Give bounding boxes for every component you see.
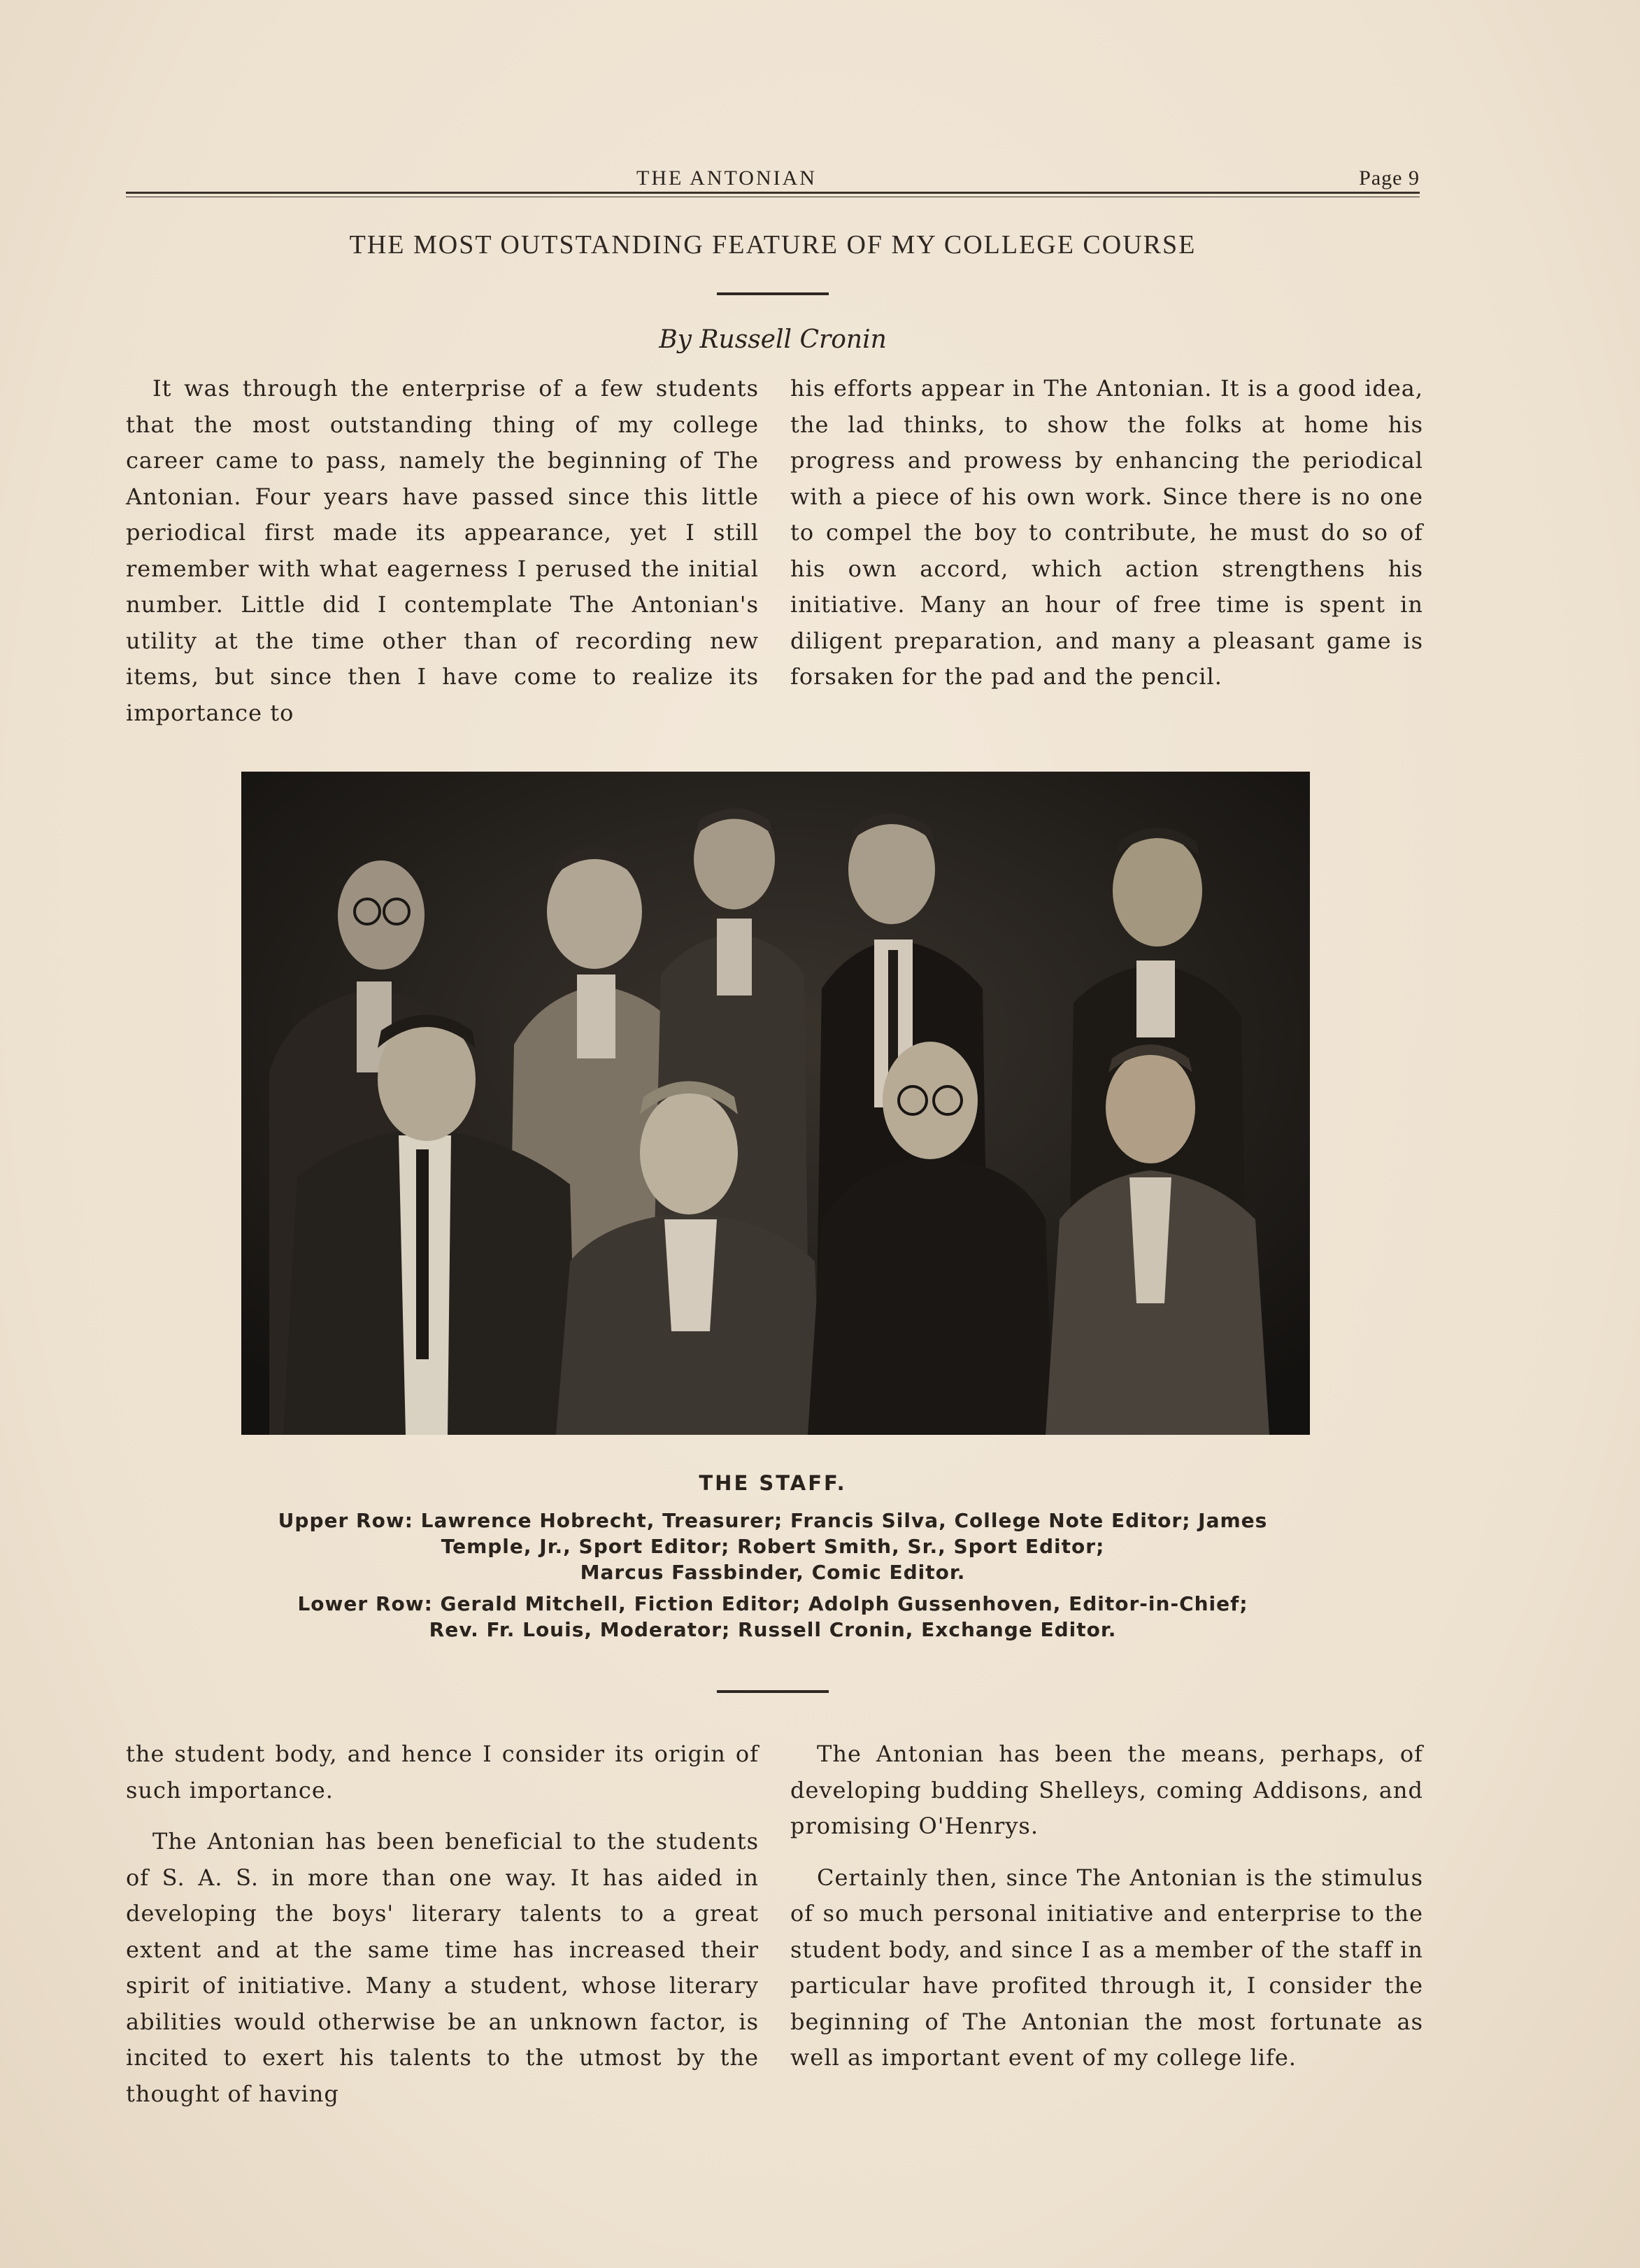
page-number: Page 9 xyxy=(1359,166,1420,190)
caption-lower-row-2: Rev. Fr. Louis, Moderator; Russell Cronin, Exchange Editor. xyxy=(429,1618,1117,1641)
section-divider xyxy=(717,1690,829,1693)
staff-group-photo xyxy=(241,772,1310,1435)
paragraph: Certainly then, since The Antonian is the stimulus of so much personal initiative and enterprise to the student body, and since I as a member of the staff in particular have profited through it, I consider the beginning of The Antonian the most fortunate as well as important event of my college life. xyxy=(790,1864,1423,2071)
caption-title: THE STAFF. xyxy=(699,1471,847,1495)
title-divider xyxy=(717,292,829,295)
group-portrait-illustration xyxy=(241,772,1310,1435)
top-left-column xyxy=(126,371,759,731)
paragraph: The Antonian has been the means, perhaps, of developing budding Shelleys, coming Addisons, and promising O'Henrys. xyxy=(790,1741,1423,1839)
top-right-column xyxy=(790,371,1423,695)
bottom-left-column xyxy=(126,1736,759,2112)
paragraph: the student body, and hence I consider its origin of such importance. xyxy=(126,1741,759,1803)
caption-upper-row-3: Marcus Fassbinder, Comic Editor. xyxy=(580,1561,966,1584)
caption-upper-row-1: Upper Row: Lawrence Hobrecht, Treasurer; Francis Silva, College Note Editor; James xyxy=(278,1509,1268,1532)
paragraph: It was through the enterprise of a few students that the most outstanding thing of my college career came to pass, namely the beginning of The Antonian. Four years have passed since this little periodical first made its appearance, yet I still remember with what eagerness I perused the initial number. Little did I contemplate The Antonian's utility at the time other than of recording new items, but since then I have come to realize its importance to xyxy=(126,375,759,726)
article-title: THE MOST OUTSTANDING FEATURE OF MY COLLEGE COURSE xyxy=(349,230,1197,260)
caption-upper-row-2: Temple, Jr., Sport Editor; Robert Smith, Sr., Sport Editor; xyxy=(441,1535,1105,1558)
bottom-right-column xyxy=(790,1736,1423,2076)
paragraph: his efforts appear in The Antonian. It is a good idea, the lad thinks, to show the folks at home his progress and prowess by enhancing the periodical with a piece of his own work. Since there is no one to compel the boy to contribute, he must do so of his own accord, which action strengthens his initiative. Many an hour of free time is spent in diligent preparation, and many a pleasant game is forsaken for the pad and the pencil. xyxy=(790,375,1423,690)
article-byline: By Russell Cronin xyxy=(659,325,887,354)
running-header xyxy=(126,166,1420,194)
paragraph: The Antonian has been beneficial to the students of S. A. S. in more than one way. It has aided in developing the boys' literary talents to a great extent and at the same time has increased their spirit of initiative. Many a student, whose literary abilities would otherwise be an unknown factor, is incited to exert his talents to the utmost by the thought of having xyxy=(126,1828,759,2107)
caption-lower-row-1: Lower Row: Gerald Mitchell, Fiction Editor; Adolph Gussenhoven, Editor-in-Chief; xyxy=(297,1592,1248,1615)
header-rule xyxy=(126,192,1420,194)
journal-title: THE ANTONIAN xyxy=(636,166,817,190)
